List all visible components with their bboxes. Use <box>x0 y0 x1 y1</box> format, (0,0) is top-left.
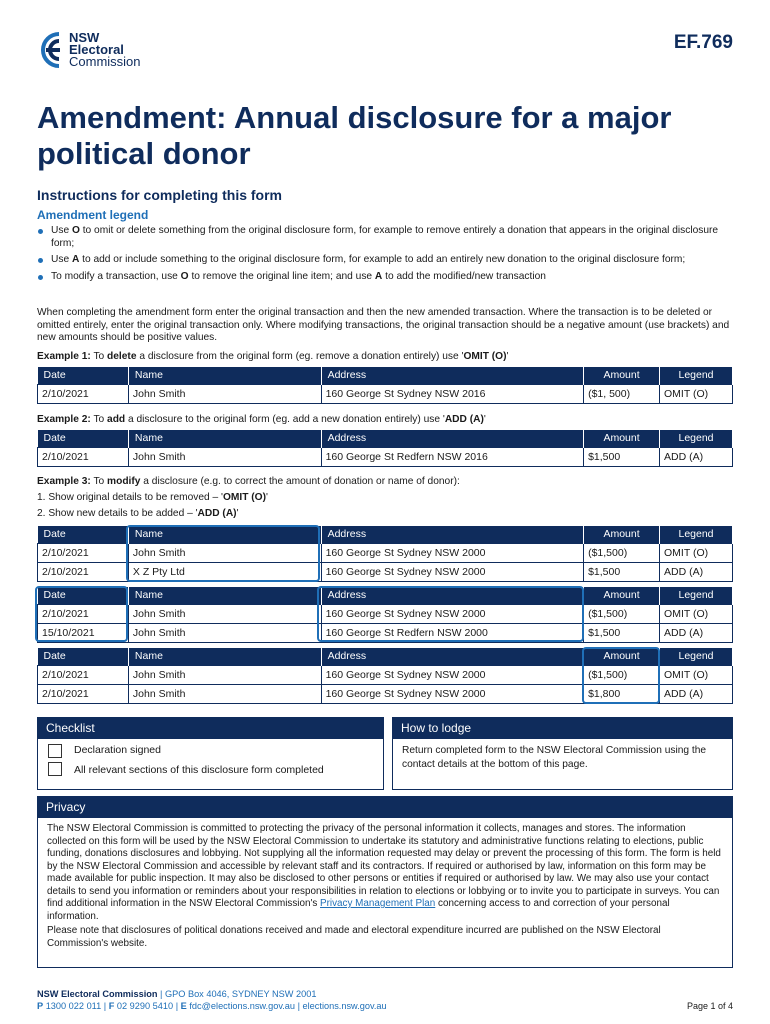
declaration-signed-checkbox[interactable] <box>48 744 62 758</box>
col-header-legend: Legend <box>660 526 733 543</box>
table-row: 2/10/2021 John Smith 160 George St Sydney NSW 2000 ($1,500) OMIT (O) <box>38 665 733 684</box>
table-row: 2/10/2021 John Smith 160 George St Sydney NSW 2016 ($1, 500) OMIT (O) <box>38 384 733 403</box>
checklist-item-sections[interactable]: All relevant sections of this disclosure form completed <box>48 762 324 776</box>
col-header-legend: Legend <box>660 367 733 384</box>
col-header-legend: Legend <box>660 648 733 665</box>
col-header-name: Name <box>128 587 321 604</box>
how-to-lodge-box <box>392 739 733 790</box>
example-3-label: Example 3: To modify a disclosure (e.g. to correct the amount of donation or name of donor): <box>37 476 460 487</box>
table-row: 2/10/2021 John Smith 160 George St Sydney NSW 2000 ($1,500) OMIT (O) <box>38 543 733 562</box>
col-header-amount: Amount <box>584 367 660 384</box>
amount-highlight-box <box>582 647 660 704</box>
checklist-box <box>37 739 384 790</box>
instructions-paragraph: When completing the amendment form enter the original transaction and then the new amended transaction. Where the transaction is to be deleted or omitted entirely, enter the original transaction only. Where modifying transactions, the original transaction should be a negative amount (use brackets) and new amounts should be positive values. <box>37 307 730 343</box>
table-row: 2/10/2021 John Smith 160 George St Sydney NSW 2000 $1,800 ADD (A) <box>38 684 733 703</box>
page-number: Page 1 of 4 <box>686 1001 733 1011</box>
privacy-box <box>37 818 733 968</box>
bullet-dot-icon <box>38 229 43 234</box>
list-item: Use A to add or include something to the original disclosure form, for example to add an entirely new donation to the original disclosure form; <box>37 254 737 267</box>
example-1-table <box>37 367 733 404</box>
footer-phone: 1300 022 011 <box>43 1001 102 1011</box>
name-highlight-box <box>126 525 320 582</box>
footer-fax: 02 9290 5410 <box>114 1001 174 1011</box>
col-header-address: Address <box>321 367 584 384</box>
how-to-lodge-text: Return completed form to the NSW Electoral Commission using the contact details at the bottom of this page. <box>402 745 707 770</box>
example-1-label: Example 1: To delete a disclosure from the original form (eg. remove a donation entirely) use 'OMIT (O)' <box>37 351 509 362</box>
table-row: 2/10/2021 John Smith 160 George St Sydney NSW 2000 ($1,500) OMIT (O) <box>38 604 733 623</box>
table-row: 2/10/2021 John Smith 160 George St Redfern NSW 2016 $1,500 ADD (A) <box>38 447 733 466</box>
page-footer: NSW Electoral Commission | GPO Box 4046, SYDNEY NSW 2001 P 1300 022 011 | F 02 9290 5410 | E fdc@elections.nsw.gov.au | elections.nsw.gov.au Page 1 of 4 <box>37 989 733 1011</box>
col-header-date: Date <box>38 430 129 447</box>
col-header-amount: Amount <box>584 526 660 543</box>
instructions-heading: Instructions for completing this form <box>37 187 283 203</box>
amendment-legend-heading: Amendment legend <box>37 208 149 222</box>
address-highlight-box <box>317 586 584 642</box>
privacy-heading: Privacy <box>37 796 733 818</box>
logo-line-1: NSW <box>69 30 100 45</box>
col-header-date: Date <box>38 367 129 384</box>
date-highlight-box <box>35 586 128 642</box>
table-row: 2/10/2021 X Z Pty Ltd 160 George St Sydney NSW 2000 $1,500 ADD (A) <box>38 562 733 581</box>
col-header-address: Address <box>321 430 584 447</box>
col-header-amount: Amount <box>584 587 660 604</box>
footer-address: | GPO Box 4046, SYDNEY NSW 2001 <box>157 989 317 999</box>
privacy-paragraph-1: The NSW Electoral Commission is committed to protecting the privacy of the personal information it collects, manages and stores. The information collected on this form will be used by the NSW Electoral Commission to undertake its statutory and administrative functions relating to elections, public funding, donations disclosures and lobbying. Not supplying all the information requested may delay or prevent the processing of this form. The form is held by the NSW Electoral Commission and accessible by relevant staff and its contractors. If required or authorised by law, information on this form may be made available for public inspection. It may also be disclosed to other persons or entities if required or authorised by law. We may also use your contact details to send you information or reminders about your responsibilities in relation to elections or lobbying or to invite you to participate in surveys. You can find additional information in the NSW Electoral Commission's Privacy Management Plan concerning access to and correction of your personal information. <box>47 823 721 922</box>
col-header-date: Date <box>38 526 129 543</box>
col-header-address: Address <box>321 587 584 604</box>
privacy-paragraph-2: Please note that disclosures of political donations received and made and electoral expenditure incurred are published on the NSW Electoral Commission's website. <box>47 925 661 949</box>
list-item: Use O to omit or delete something from the original disclosure form, for example to remove entirely a donation that appears in the original disclosure form; <box>37 225 737 250</box>
col-header-name: Name <box>128 367 321 384</box>
sections-completed-checkbox[interactable] <box>48 762 62 776</box>
col-header-name: Name <box>128 526 321 543</box>
privacy-management-plan-link[interactable]: Privacy Management Plan <box>320 898 436 909</box>
footer-email[interactable]: fdc@elections.nsw.gov.au <box>186 1001 296 1011</box>
amendment-legend-list <box>37 225 737 287</box>
page-title: Amendment: Annual disclosure for a major political donor <box>37 100 672 171</box>
example-2-label: Example 2: To add a disclosure to the original form (eg. add a new donation entirely) use 'ADD (A)' <box>37 414 486 425</box>
footer-org: NSW Electoral Commission <box>37 989 158 999</box>
form-code: EF.769 <box>673 32 733 53</box>
example-3-step-2: 2. Show new details to be added – 'ADD (A)' <box>37 508 239 519</box>
bullet-dot-icon <box>38 258 43 263</box>
nsw-electoral-commission-logo <box>37 30 141 70</box>
col-header-date: Date <box>38 648 129 665</box>
logo-line-3: Commission <box>69 54 141 69</box>
col-header-address: Address <box>321 526 584 543</box>
col-header-name: Name <box>128 648 321 665</box>
table-row: 15/10/2021 John Smith 160 George St Redfern NSW 2000 $1,500 ADD (A) <box>38 623 733 642</box>
col-header-amount: Amount <box>584 648 660 665</box>
example-3-step-1: 1. Show original details to be removed – 'OMIT (O)' <box>37 492 268 503</box>
col-header-date: Date <box>38 587 129 604</box>
checklist-item-declaration[interactable]: Declaration signed <box>48 744 161 758</box>
logo-mark-icon <box>37 30 65 70</box>
col-header-legend: Legend <box>660 587 733 604</box>
col-header-name: Name <box>128 430 321 447</box>
checklist-heading: Checklist <box>37 717 384 739</box>
bullet-dot-icon <box>38 275 43 280</box>
footer-website[interactable]: elections.nsw.gov.au <box>302 1001 387 1011</box>
col-header-address: Address <box>321 648 584 665</box>
col-header-amount: Amount <box>584 430 660 447</box>
col-header-legend: Legend <box>660 430 733 447</box>
logo-line-2: Electoral <box>69 42 124 57</box>
example-2-table <box>37 430 733 467</box>
list-item: To modify a transaction, use O to remove the original line item; and use A to add the modified/new transaction <box>37 271 737 284</box>
how-to-lodge-heading: How to lodge <box>392 717 733 739</box>
